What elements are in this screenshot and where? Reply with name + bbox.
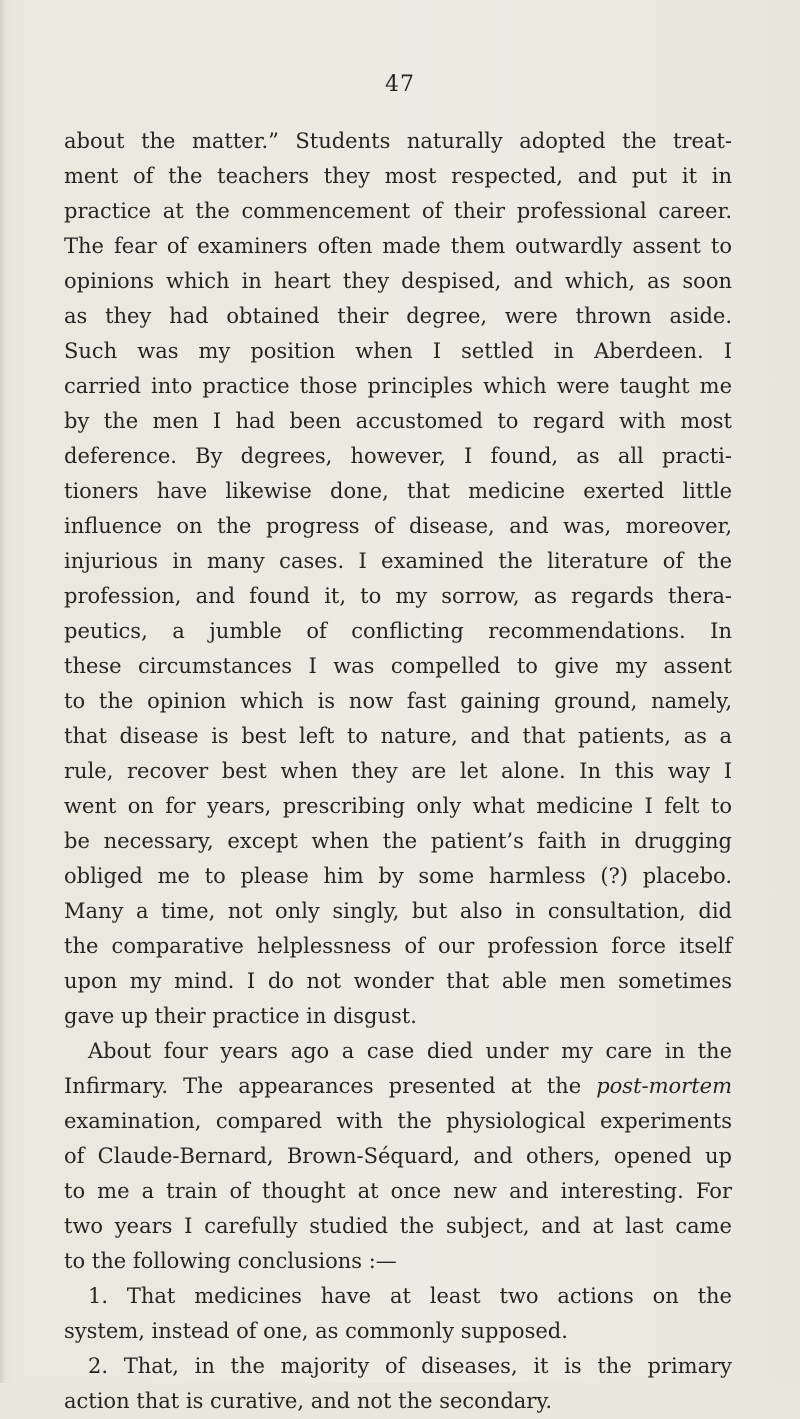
text-line: carried into practice those principles which were taught me xyxy=(64,374,732,398)
text-line: went on for years, prescribing only what medicine I felt to xyxy=(64,794,732,818)
text-line: 1. That medicines have at least two actions on the xyxy=(88,1284,732,1308)
text-line: gave up their practice in disgust. xyxy=(64,1004,417,1028)
page-number: 47 xyxy=(385,72,415,97)
text-line: to me a train of thought at once new and interesting. For xyxy=(64,1179,732,1203)
text-line: influence on the progress of disease, and was, moreover, xyxy=(64,514,732,538)
text-line: 2. That, in the majority of diseases, it is the primary xyxy=(88,1354,732,1378)
text-line: by the men I had been accustomed to regard with most xyxy=(64,409,732,433)
text-line: injurious in many cases. I examined the literature of the xyxy=(64,549,732,573)
text-line: profession, and found it, to my sorrow, as regards thera- xyxy=(64,584,732,608)
text-line: two years I carefully studied the subject, and at last came xyxy=(64,1214,732,1238)
text-line: about the matter.” Students naturally adopted the treat- xyxy=(64,129,732,153)
text-line: as they had obtained their degree, were thrown aside. xyxy=(64,304,732,328)
text-line: to the following conclusions :— xyxy=(64,1249,397,1273)
text-line: opinions which in heart they despised, and which, as soon xyxy=(64,269,732,293)
text-line: The fear of examiners often made them outwardly assent to xyxy=(64,234,732,258)
text-line: upon my mind. I do not wonder that able men sometimes xyxy=(64,969,732,993)
page-edge-shadow xyxy=(0,0,6,1383)
text-line: these circumstances I was compelled to give my assent xyxy=(64,654,732,678)
text-line: action that is curative, and not the secondary. xyxy=(64,1389,553,1413)
text-line: to the opinion which is now fast gaining ground, namely, xyxy=(64,689,732,713)
text-line: the comparative helplessness of our profession force itself xyxy=(64,934,732,958)
text-line: of Claude-Bernard, Brown-Séquard, and others, opened up xyxy=(64,1144,732,1168)
text-line: deference. By degrees, however, I found, as all practi- xyxy=(64,444,732,468)
text-line: tioners have likewise done, that medicine exerted little xyxy=(64,479,732,503)
text-line: peutics, a jumble of conflicting recommendations. In xyxy=(64,619,732,643)
text-line: that disease is best left to nature, and that patients, as a xyxy=(64,724,732,748)
text-line: Many a time, not only singly, but also in consultation, did xyxy=(64,899,732,923)
text-line: rule, recover best when they are let alone. In this way I xyxy=(64,759,732,783)
text-line: obliged me to please him by some harmless (?) placebo. xyxy=(64,864,732,888)
text-line: system, instead of one, as commonly supposed. xyxy=(64,1319,568,1343)
text-line: practice at the commencement of their professional career. xyxy=(64,199,732,223)
text-line: be necessary, except when the patient’s faith in drugging xyxy=(64,829,732,853)
text-line: ment of the teachers they most respected, and put it in xyxy=(64,164,732,188)
text-line: About four years ago a case died under my care in the xyxy=(88,1039,732,1063)
text-line: examination, compared with the physiological experiments xyxy=(64,1109,732,1133)
text-line: Infirmary. The appearances presented at the post-mortem xyxy=(64,1074,732,1098)
text-line: Such was my position when I settled in Aberdeen. I xyxy=(64,339,732,363)
body-text xyxy=(64,124,732,1419)
